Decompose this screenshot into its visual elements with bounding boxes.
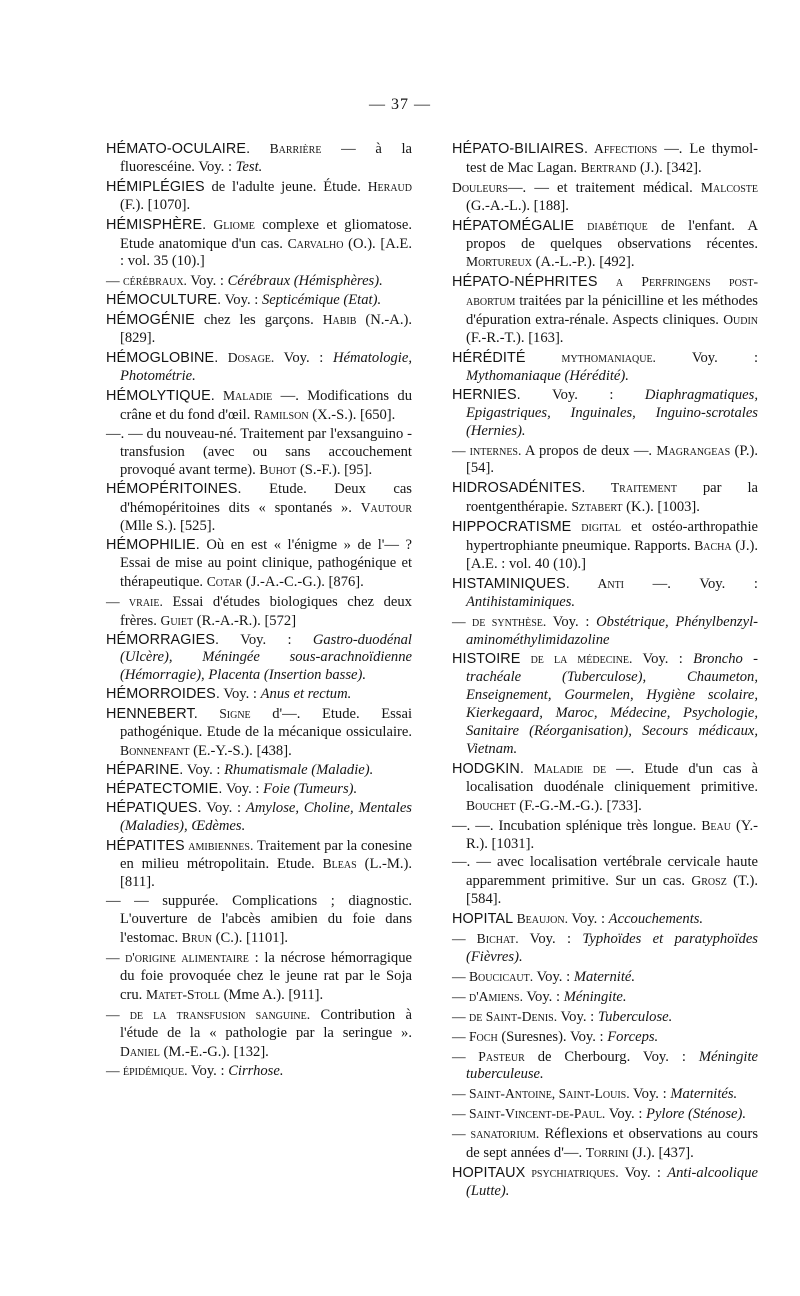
author-name: Torrini — [585, 1145, 629, 1161]
index-entry — [106, 292, 412, 310]
citation: (Mlle S.). [525]. — [120, 518, 216, 535]
subheading: diabétique — [574, 217, 648, 233]
author-name: Sztabert — [571, 499, 623, 515]
entry-text: Essai d'études biologiques chez deux frères. — [120, 593, 412, 629]
entry-text: traitées par la pénicilline et les méthodes d'épuration extra-rénale. Aspects cliniques. — [466, 293, 758, 329]
entry-text: Voy. : — [219, 686, 261, 703]
cross-reference: Cérébraux (Hémisphères). — [227, 273, 383, 290]
index-entry — [452, 1048, 758, 1085]
entry-text: complexe et gliomatose. Etude anatomique d'un cas. — [120, 216, 412, 252]
index-entry — [106, 686, 412, 704]
citation: (G.-A.-L.). [188]. — [466, 197, 569, 214]
cross-reference: Anus et rectum. — [260, 686, 352, 703]
entry-text: — — suppurée. Complications ; diagnostic. L'ouverture de l'abcès amibien du foie dans l'estomac. — [106, 893, 412, 947]
headword: HÉMOPÉRITOINES. — [106, 481, 242, 498]
entry-text: Voy. : — [219, 631, 313, 648]
index-entry — [106, 537, 412, 592]
index-entry — [452, 854, 758, 909]
entry-text: A propos de deux —. — [521, 442, 657, 459]
index-entry — [106, 632, 412, 686]
citation: (X.-S.). [650]. — [308, 406, 396, 423]
author-name: Magrangeas — [656, 442, 731, 458]
headword: HÉPATIQUES. — [106, 799, 202, 816]
author-name: Beau — [701, 817, 731, 833]
author-name: Guiet — [160, 612, 194, 628]
index-entry — [452, 613, 758, 650]
index-entry — [106, 311, 412, 348]
entry-text: —. Modifications du crâne et du fond d'œil. — [120, 387, 412, 423]
author-name: Cotar — [206, 573, 243, 589]
cross-reference: Test. — [235, 158, 263, 175]
index-entry — [452, 910, 758, 929]
cross-reference: Pylore (Sténose). — [646, 1106, 746, 1123]
entry-text: —. — avec localisation vertébrale cervicale haute apparemment primitive. Sur un cas. — [452, 854, 758, 890]
index-entry — [106, 272, 412, 291]
entry-text: chez les garçons. — [194, 312, 323, 329]
index-entry — [106, 800, 412, 836]
entry-text: d'—. Etude. Essai pathogénique. Etude de la mécanique ossiculaire. — [120, 706, 413, 741]
cross-reference: Accouchements. — [608, 911, 704, 928]
subheading: digital — [571, 519, 622, 535]
entry-text: Réflexions et observations au cours de sept années d'—. — [466, 1126, 759, 1162]
index-entry — [106, 781, 412, 799]
author-name: Bertrand — [580, 159, 637, 175]
entry-text: — à la fluorescéine. Voy. : — [120, 141, 412, 175]
index-entry — [106, 1062, 412, 1081]
index-entry — [452, 442, 758, 479]
citation: (M.-E.-G.). [132]. — [159, 1043, 269, 1060]
subheading: psychiatriques. — [525, 1164, 619, 1180]
citation: (F.-R.-T.). [163]. — [466, 330, 564, 347]
subheading: Maladie de — [523, 760, 607, 776]
headword: HIPPOCRATISME — [452, 519, 572, 536]
entry-text: Voy. : — [618, 1164, 668, 1181]
entry-text: Voy. : — [518, 931, 583, 948]
index-entry — [106, 481, 412, 536]
index-entry — [452, 930, 758, 967]
entry-text: —. — [507, 179, 535, 196]
headword: HÉMOPHILIE. — [106, 537, 200, 554]
subheading: Maladie — [214, 387, 273, 403]
subheading: — épidémique. — [106, 1063, 188, 1079]
headword: HÉMIPLÉGIES — [106, 178, 205, 195]
cross-reference: Méningite. — [563, 988, 627, 1005]
subheading: Traitement — [585, 480, 677, 496]
cross-reference: Foie (Tumeurs). — [263, 780, 358, 797]
entry-text: Voy. : — [523, 988, 564, 1005]
index-entry — [452, 988, 758, 1007]
subheading: amibiennes. — [184, 837, 254, 853]
subheading: — d'origine alimentaire — [106, 949, 249, 965]
headword: HÉRÉDITÉ — [452, 349, 526, 366]
author-name: Brun — [181, 930, 212, 946]
citation: (Y.-R.). [1031]. — [466, 817, 758, 852]
headword: HODGKIN. — [452, 760, 524, 777]
index-entry — [452, 1008, 758, 1027]
citation: (J.). [437]. — [628, 1145, 694, 1162]
entry-text: —. Voy. : — [624, 575, 758, 592]
index-entry — [452, 518, 758, 574]
entry-text: de l'adulte jeune. Étude. — [204, 178, 368, 195]
headword: HISTAMINIQUES. — [452, 575, 570, 592]
author-name: Carvalho — [287, 235, 344, 251]
headword: HOPITAUX — [452, 1164, 526, 1181]
subheading: — de synthèse. — [452, 613, 547, 629]
author-name: Bouchet — [466, 797, 516, 813]
subheading: Anti — [569, 575, 625, 591]
author-name: Habib — [322, 312, 357, 328]
citation: (J.). [A.E. : vol. 40 (10).] — [466, 538, 758, 572]
cross-reference: Obstétrique, Phénylbenzyl- aminométhylimidazoline — [466, 613, 759, 648]
index-entry — [452, 1125, 758, 1163]
cross-reference: Mythomaniaque (Hérédité). — [466, 367, 629, 384]
citation: (J.). [342]. — [636, 159, 702, 176]
cross-reference: Maternité. — [573, 968, 636, 985]
entry-text: —. Etude d'un cas à localisation duodénale cliniquement primitive. — [466, 760, 758, 795]
cross-reference: Rhumatismale (Maladie). — [224, 761, 374, 778]
headword: HÉMORRAGIES. — [106, 631, 220, 648]
subheading: — Pasteur — [452, 1048, 525, 1064]
cross-reference: Septicémique (Etat). — [261, 292, 382, 309]
index-entry — [452, 1164, 758, 1201]
citation: (T.). [584]. — [466, 873, 758, 908]
page-number: — 37 — — [369, 96, 431, 113]
headword: HENNEBERT. — [106, 706, 198, 723]
subheading: — internes. — [452, 442, 522, 458]
entry-text: Traitement par la conesine en milieu métropolitain. Etude. — [120, 837, 412, 873]
entry-text: de l'enfant. A propos de quelques observations récentes. — [466, 217, 758, 252]
entry-text: Voy. : — [557, 1008, 598, 1025]
entry-text: Voy. : — [183, 761, 225, 778]
subheading: Signe — [197, 706, 251, 722]
index-entry — [452, 179, 758, 216]
subheading: Affections — [588, 141, 658, 156]
index-entry — [106, 762, 412, 780]
subheading: — Bichat. — [452, 931, 519, 947]
headword: HISTOIRE — [452, 651, 521, 668]
index-entry — [106, 1006, 412, 1062]
citation: (S.-F.). [95]. — [296, 462, 373, 479]
entry-text: Contribution à l'étude de la « pathologie par la seringue ». — [120, 1006, 412, 1041]
author-name: Bacha — [694, 538, 732, 554]
headword: HERNIES. — [452, 386, 521, 403]
author-name: Buhot — [259, 462, 297, 478]
subheading: — Saint-Antoine, Saint-Louis. — [452, 1086, 630, 1102]
index-entry — [106, 893, 412, 948]
headword: HÉPATO-BILIAIRES. — [452, 141, 589, 157]
entry-text: Voy. : — [629, 1086, 671, 1103]
headword: HOPITAL — [452, 911, 514, 928]
citation: (F.). [1070]. — [120, 196, 191, 213]
subheading: — cérébraux. — [106, 273, 187, 289]
index-entry — [452, 575, 758, 612]
subheading: — de Saint-Denis. — [452, 1008, 558, 1024]
cross-reference: Gastro-duodénal (Ulcère), Méningée sous-arachnoïdienne (Hémorragie), Placenta (Insertion basse). — [120, 631, 412, 684]
citation: (O.). [A.E. : vol. 35 (10).] — [120, 235, 412, 270]
subheading: Douleurs — [452, 179, 508, 195]
subheading: Dosage. — [218, 349, 275, 365]
right-column — [452, 140, 758, 1202]
subheading: mythomaniaque. — [525, 349, 656, 365]
cross-reference: Méningite tuberculeuse. — [466, 1048, 758, 1083]
author-name: Matet-Stoll — [145, 986, 220, 1002]
left-column — [106, 140, 412, 1082]
headword: HÉMORROIDES. — [106, 686, 220, 703]
index-entry — [106, 178, 412, 215]
entry-text: —. — du nouveau-né. Traitement par l'exsanguino - transfusion (avec ou sans accouchement provoqué avant terme). — [106, 425, 412, 479]
cross-reference: Broncho - trachéale (Tuberculose), Chaumeton, Enseignement, Gourmelen, Hygiène scolaire, Kierkegaard, Maroc, Médecine, Psychologie, Sanitaire (Réorganisation), Secours médicaux, Vietnam. — [466, 651, 758, 757]
citation: (N.-A.). [829]. — [120, 312, 412, 347]
index-entry — [452, 217, 758, 273]
headword: HÉPATOMÉGALIE — [452, 217, 575, 234]
entry-text: Voy. : — [567, 911, 609, 928]
entry-text: par la roentgenthérapie. — [466, 480, 758, 516]
citation: (A.-L.-P.). [492]. — [531, 254, 635, 271]
cross-reference: Amylose, Choline, Mentales (Maladies), Œdèmes. — [120, 799, 412, 834]
author-name: Daniel — [120, 1043, 160, 1059]
headword: HÉPATITES — [106, 837, 185, 854]
index-entry — [106, 140, 412, 177]
index-entry — [452, 650, 758, 758]
index-entry — [452, 968, 758, 987]
author-name: Grosz — [691, 873, 727, 889]
subheading: de la médecine. — [520, 651, 633, 667]
index-entry — [452, 760, 758, 816]
index-entry — [106, 837, 412, 893]
entry-text: et ostéo-arthropathie hypertrophiante pneumique. Rapports. — [466, 519, 759, 555]
entry-text: : la nécrose hémorragique du foie provoquée chez le jeune rat par le Soja cru. — [120, 949, 412, 1003]
entry-text: Voy. : — [221, 292, 262, 309]
author-name: Bleas — [322, 856, 357, 872]
entry-text: Voy. : — [546, 613, 597, 630]
subheading: Beaujon. — [513, 911, 568, 927]
entry-text: Voy. : — [632, 651, 694, 668]
author-name: Vautour — [360, 500, 412, 516]
cross-reference: Cirrhose. — [228, 1063, 284, 1080]
citation: (Mme A.). [911]. — [219, 986, 324, 1003]
headword: HÉPARINE. — [106, 761, 184, 778]
cross-reference: Forceps. — [607, 1028, 659, 1045]
entry-text: Voy. : — [201, 799, 246, 816]
citation: (F.-G.-M.-G.). [733]. — [515, 797, 642, 814]
index-entry — [452, 817, 758, 854]
entry-text: de Cherbourg. Voy. : — [524, 1048, 699, 1065]
cross-reference: Antihistaminiques. — [466, 593, 576, 610]
subheading: — vraie. — [106, 593, 163, 609]
index-entry — [106, 387, 412, 425]
index-entry — [452, 1085, 758, 1104]
entry-text: Voy. : — [222, 780, 264, 797]
index-entry — [452, 1028, 758, 1047]
author-name: Mortureux — [466, 254, 532, 270]
cross-reference: Maternités. — [670, 1086, 738, 1103]
index-entry — [106, 426, 412, 481]
entry-text: Voy. : — [274, 349, 333, 366]
citation: (C.). [1101]. — [211, 930, 289, 947]
subheading: — Foch — [452, 1028, 498, 1044]
citation: (L.-M.). [811]. — [120, 856, 412, 891]
headword: HÉPATECTOMIE. — [106, 780, 223, 797]
entry-text: Voy. : — [186, 273, 228, 290]
headword: HÉMOCULTURE. — [106, 292, 222, 309]
index-entry — [452, 479, 758, 517]
entry-text: —. Le thymol-test de Mac Lagan. — [466, 141, 759, 176]
index-entry — [452, 273, 758, 348]
headword: HIDROSADÉNITES. — [452, 480, 586, 497]
index-entry — [106, 349, 412, 386]
entry-text: Etude. Deux cas d'hémopéritoines dits « spontanés ». — [120, 481, 412, 517]
cross-reference: Anti-alcoolique (Lutte). — [466, 1164, 758, 1199]
author-name: Malcoste — [700, 179, 759, 195]
entry-text: Voy. : — [655, 349, 758, 366]
index-entry — [106, 949, 412, 1005]
headword: HÉPATO-NÉPHRITES — [452, 274, 598, 291]
entry-text: (Suresnes). Voy. : — [497, 1028, 608, 1045]
cross-reference: Tuberculose. — [597, 1008, 673, 1025]
headword: HÉMISPHÈRE. — [106, 216, 207, 233]
index-entry — [452, 1105, 758, 1124]
entry-text: Voy. : — [187, 1063, 229, 1080]
citation: (P.). [54]. — [466, 442, 758, 477]
entry-text: Où en est « l'énigme » de l'— ? Essai de mise au point clinique, pathogénique et thérapeutique. — [120, 537, 412, 590]
author-name: Ramilson — [253, 406, 309, 422]
subheading: Barrière — [250, 141, 322, 156]
author-name: Oudin — [723, 312, 758, 328]
author-name: Bonnenfant — [120, 743, 190, 758]
entry-text: — et traitement médical. — [534, 179, 701, 196]
index-entry — [452, 387, 758, 441]
entry-text: Voy. : — [605, 1106, 647, 1123]
citation: (R.-A.-R.). [572] — [193, 612, 297, 629]
headword: HÉMOGLOBINE. — [106, 349, 219, 366]
cross-reference: Typhoïdes et paratyphoïdes (Fièvres). — [466, 931, 758, 965]
index-entry — [106, 593, 412, 631]
headword: HÉMOLYTIQUE. — [106, 387, 215, 404]
index-entry — [452, 349, 758, 386]
cross-reference: Hématologie, Photométrie. — [120, 349, 412, 384]
subheading: Gliome — [206, 216, 255, 232]
headword: HÉMATO-OCULAIRE. — [106, 141, 251, 157]
citation: (E.-Y.-S.). [438]. — [189, 743, 292, 759]
index-entry — [106, 705, 412, 761]
index-entry — [106, 216, 412, 272]
subheading: — d'Amiens. — [452, 988, 523, 1004]
subheading: — de la transfusion sanguine. — [106, 1006, 311, 1022]
author-name: Heraud — [367, 178, 412, 194]
subheading: — Saint-Vincent-de-Paul. — [452, 1106, 606, 1122]
entry-text: Voy. : — [533, 968, 574, 985]
subheading: — sanatorium. — [452, 1126, 540, 1142]
citation: (K.). [1003]. — [622, 499, 700, 516]
subheading: — Boucicaut. — [452, 968, 534, 984]
cross-reference: Diaphragmatiques, Epigastriques, Inguinales, Inguino-scrotales (Hernies). — [466, 386, 758, 439]
headword: HÉMOGÉNIE — [106, 312, 195, 329]
citation: (J.-A.-C.-G.). [876]. — [242, 573, 364, 590]
subheading: a Perfringens post-abortum — [466, 274, 758, 309]
index-entry — [452, 140, 758, 178]
entry-text: Voy. : — [520, 386, 645, 403]
entry-text: —. —. Incubation splénique très longue. — [452, 817, 702, 834]
